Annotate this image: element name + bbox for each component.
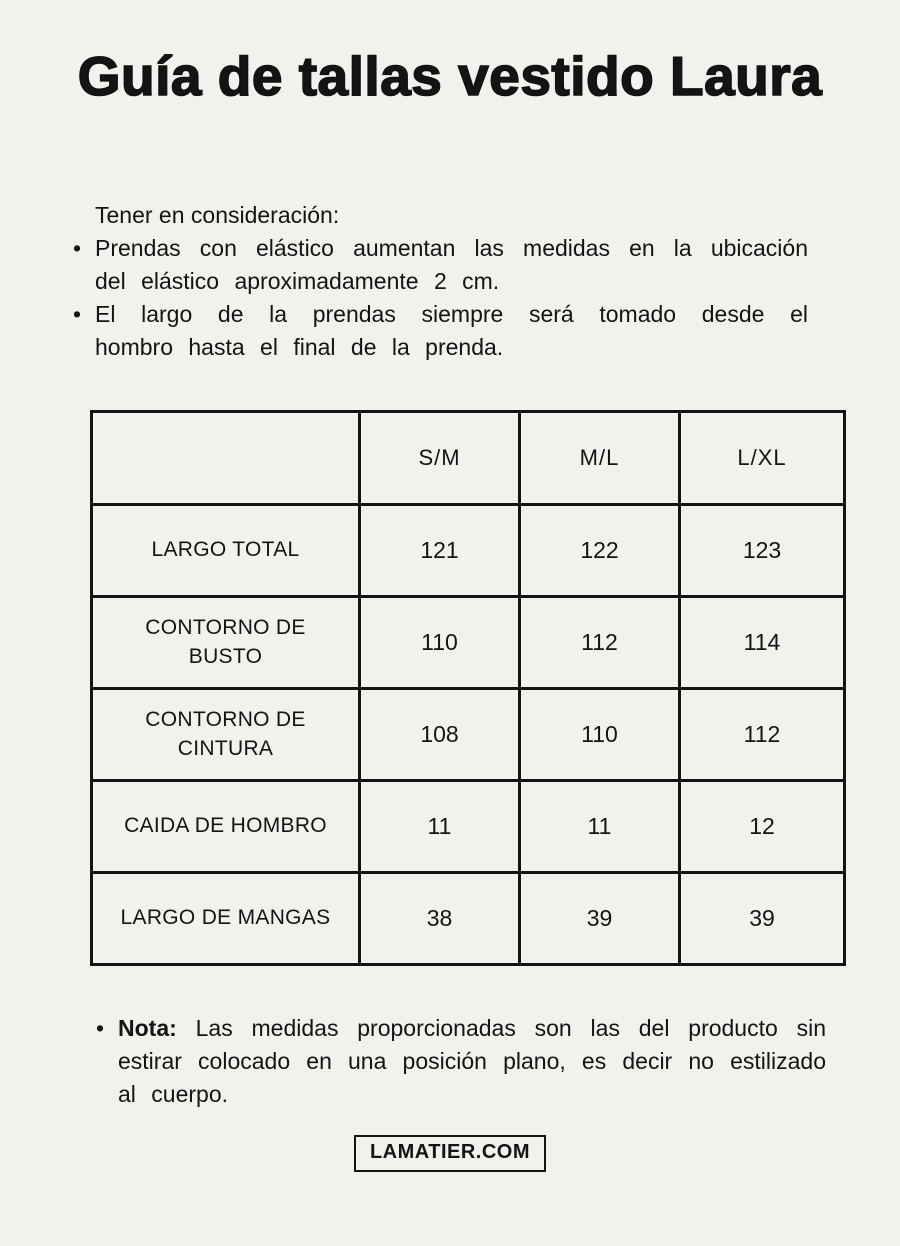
row-label: CAIDA DE HOMBRO	[92, 780, 360, 872]
size-table-header-row	[92, 411, 845, 504]
size-value-cell: 108	[360, 688, 520, 780]
row-label: CONTORNO DE BUSTO	[92, 596, 360, 688]
size-value-cell: 38	[360, 872, 520, 964]
size-value-cell: 114	[680, 596, 845, 688]
brand-badge	[354, 1135, 546, 1172]
size-value-cell: 39	[520, 872, 680, 964]
note-section	[95, 1012, 826, 1111]
page-title: Guía de tallas vestido Laura	[77, 45, 823, 107]
corner-cell	[92, 411, 360, 504]
consideration-bullet-elastic: • Prendas con elástico aumentan las medidas en la ubicación del elástico aproximadamente 2 cm.	[72, 232, 808, 298]
size-value-cell: 11	[520, 780, 680, 872]
column-header-sm: S/M	[360, 411, 520, 504]
table-row-contorno-cintura	[92, 688, 845, 780]
note-label: Nota:	[118, 1014, 177, 1041]
table-row-largo-mangas	[92, 872, 845, 964]
size-value-cell: 122	[520, 504, 680, 596]
size-value-cell: 12	[680, 780, 845, 872]
table-row-contorno-busto	[92, 596, 845, 688]
considerations-heading: Tener en consideración:	[95, 201, 340, 228]
size-value-cell: 110	[520, 688, 680, 780]
size-value-cell: 39	[680, 872, 845, 964]
size-value-cell: 123	[680, 504, 845, 596]
size-value-cell: 112	[680, 688, 845, 780]
size-value-cell: 121	[360, 504, 520, 596]
size-value-cell: 110	[360, 596, 520, 688]
row-label: LARGO TOTAL	[92, 504, 360, 596]
size-value-cell: 112	[520, 596, 680, 688]
considerations-section	[72, 199, 808, 364]
table-row-caida-hombro	[92, 780, 845, 872]
note-text: Las medidas proporcionadas son las del producto sin estirar colocado en una posición plano, es decir no estilizado al cuerpo.	[118, 1014, 827, 1107]
consideration-bullet-length: • El largo de la prendas siempre será tomado desde el hombro hasta el final de la prenda.	[72, 298, 808, 364]
brand-label: LAMATIER.COM	[369, 1140, 531, 1163]
column-header-ml: M/L	[520, 411, 680, 504]
row-label: CONTORNO DE CINTURA	[92, 688, 360, 780]
table-row-largo-total	[92, 504, 845, 596]
size-table	[90, 410, 846, 966]
size-value-cell: 11	[360, 780, 520, 872]
row-label: LARGO DE MANGAS	[92, 872, 360, 964]
size-guide-page	[0, 46, 900, 1246]
column-header-lxl: L/XL	[680, 411, 845, 504]
